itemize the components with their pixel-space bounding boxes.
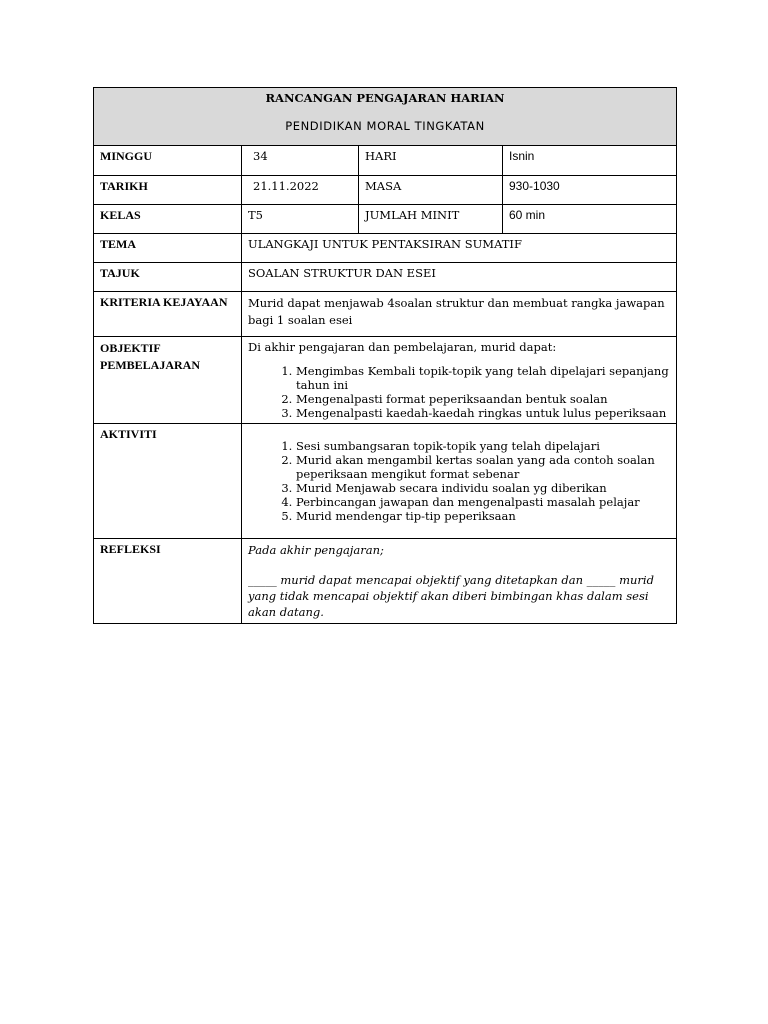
label-minggu: MINGGU [94, 146, 242, 176]
header-row [94, 88, 677, 146]
value-aktiviti [242, 424, 677, 539]
label-hari: HARI [359, 146, 503, 176]
label-kelas: KELAS [94, 205, 242, 234]
row-kriteria [94, 292, 677, 337]
objektif-list [248, 364, 670, 420]
row-kelas [94, 205, 677, 234]
row-minggu [94, 146, 677, 176]
value-hari: Isnin [503, 146, 677, 176]
value-tarikh: 21.11.2022 [242, 176, 359, 205]
label-tema: TEMA [94, 234, 242, 263]
list-item: 4. Perbincangan jawapan dan mengenalpasti masalah pelajar [296, 495, 670, 509]
label-tajuk: TAJUK [94, 263, 242, 292]
list-item: 1. Mengimbas Kembali topik-topik yang telah dipelajari sepanjang tahun ini [296, 364, 670, 392]
list-item: 3. Murid Menjawab secara individu soalan yg diberikan [296, 481, 670, 495]
row-tarikh [94, 176, 677, 205]
lesson-plan-table [93, 87, 677, 624]
value-tajuk: SOALAN STRUKTUR DAN ESEI [242, 263, 677, 292]
row-tajuk [94, 263, 677, 292]
label-refleksi: REFLEKSI [94, 539, 242, 624]
row-tema [94, 234, 677, 263]
value-refleksi [242, 539, 677, 624]
refleksi-line1: Pada akhir pengajaran; [248, 543, 384, 557]
value-kelas: T5 [242, 205, 359, 234]
list-item: 2. Murid akan mengambil kertas soalan yang ada contoh soalan peperiksaan mengikut format sebenar [296, 453, 670, 481]
row-aktiviti [94, 424, 677, 539]
value-kriteria: Murid dapat menjawab 4soalan struktur dan membuat rangka jawapan bagi 1 soalan esei [242, 292, 677, 337]
list-item: 1. Sesi sumbangsaran topik-topik yang telah dipelajari [296, 439, 670, 453]
objektif-intro: Di akhir pengajaran dan pembelajaran, murid dapat: [248, 340, 557, 354]
label-masa: MASA [359, 176, 503, 205]
label-objektif-line1: OBJEKTIF [100, 341, 161, 355]
label-kriteria: KRITERIA KEJAYAAN [94, 292, 242, 337]
value-objektif [242, 337, 677, 424]
label-objektif [94, 337, 242, 424]
list-item: 5. Murid mendengar tip-tip peperiksaan [296, 509, 670, 523]
value-masa: 930-1030 [503, 176, 677, 205]
label-objektif-line2: PEMBELAJARAN [100, 358, 201, 372]
row-objektif [94, 337, 677, 424]
header-cell [94, 88, 677, 146]
value-minggu: 34 [242, 146, 359, 176]
refleksi-line2: _____ murid dapat mencapai objektif yang ditetapkan dan _____ murid yang tidak mencapai objektif akan diberi bimbingan khas dalam sesi akan datang. [248, 573, 654, 619]
label-jumlah-minit: JUMLAH MINIT [359, 205, 503, 234]
document-subtitle: PENDIDIKAN MORAL TINGKATAN [285, 119, 485, 133]
row-refleksi [94, 539, 677, 624]
list-item: 2. Mengenalpasti format peperiksaandan bentuk soalan [296, 392, 670, 406]
aktiviti-list [248, 439, 670, 523]
list-item: 3. Mengenalpasti kaedah-kaedah ringkas untuk lulus peperiksaan [296, 406, 670, 420]
value-jumlah-minit: 60 min [503, 205, 677, 234]
label-tarikh: TARIKH [94, 176, 242, 205]
document-title: RANCANGAN PENGAJARAN HARIAN [265, 91, 505, 105]
label-aktiviti: AKTIVITI [94, 424, 242, 539]
value-tema: ULANGKAJI UNTUK PENTAKSIRAN SUMATIF [242, 234, 677, 263]
